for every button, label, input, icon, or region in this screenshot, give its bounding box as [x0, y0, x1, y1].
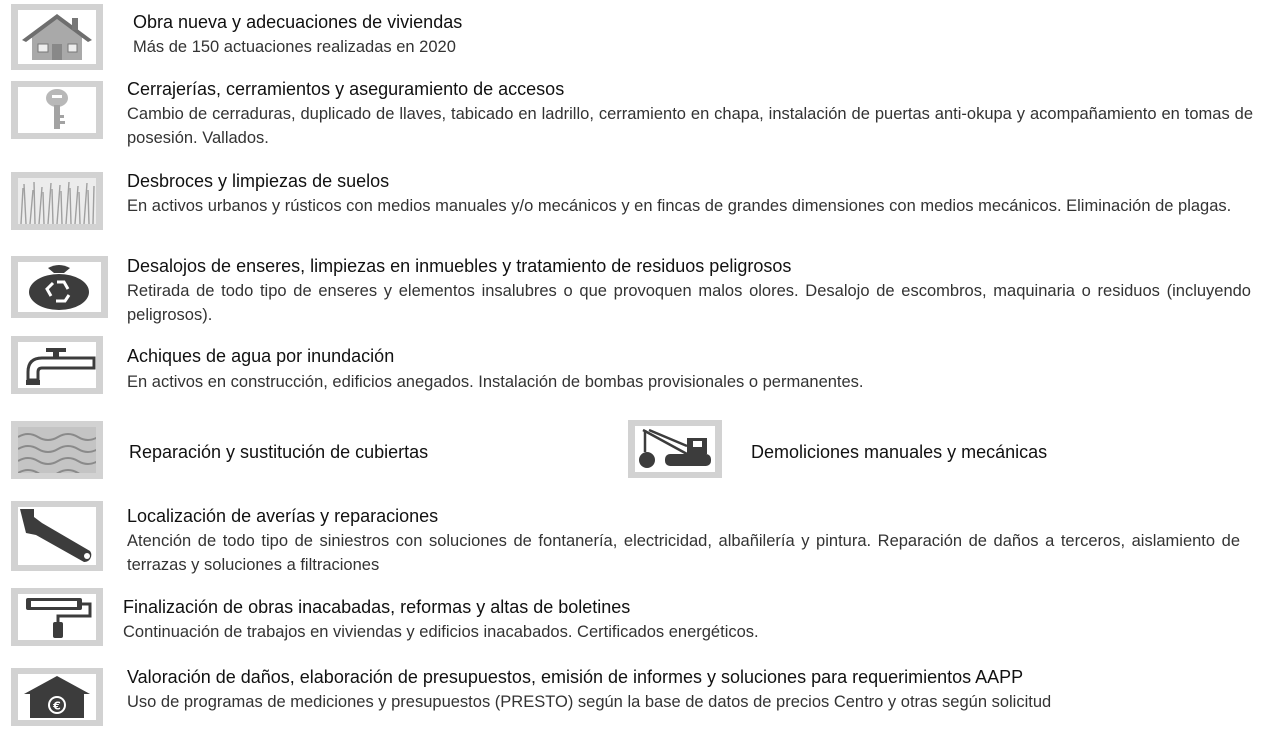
service-title: Cerrajerías, cerramientos y aseguramiento de accesos	[127, 79, 565, 99]
service-title: Achiques de agua por inundación	[127, 346, 395, 366]
service-description: Continuación de trabajos en viviendas y edificios inacabados. Certificados energéticos.	[123, 623, 759, 641]
service-title: Desbroces y limpiezas de suelos	[127, 171, 390, 191]
euro-house-icon	[18, 674, 96, 720]
service-icon-frame	[11, 81, 103, 139]
house-icon	[18, 10, 96, 64]
key-icon	[18, 87, 96, 133]
service-description: Más de 150 actuaciones realizadas en 2020	[133, 38, 456, 56]
service-icon-frame	[11, 501, 103, 571]
svg-text:€: €	[53, 699, 61, 713]
service-title: Localización de averías y reparaciones	[127, 506, 439, 526]
service-description: Uso de programas de mediciones y presupuestos (PRESTO) según la base de datos de precios Centro y otras según solicitud	[127, 693, 1052, 711]
water-tap-icon	[18, 342, 96, 388]
roof-tiles-icon	[18, 427, 96, 473]
service-description: Atención de todo tipo de siniestros con soluciones de fontanería, electricidad, albañilería y pintura. Reparación de daños a terceros, aislamiento de terrazas y soluciones a filtraciones	[127, 532, 1240, 574]
service-icon-frame	[11, 4, 103, 70]
service-title: Valoración de daños, elaboración de presupuestos, emisión de informes y soluciones para requerimientos AAPP	[127, 667, 1024, 687]
service-icon-frame	[11, 421, 103, 479]
service-icon-frame	[628, 420, 722, 478]
service-title: Desalojos de enseres, limpiezas en inmuebles y tratamiento de residuos peligrosos	[127, 256, 792, 276]
service-description: Cambio de cerraduras, duplicado de llaves, tabicado en ladrillo, cerramiento en chapa, instalación de puertas anti-okupa y acompañamiento en tomas de posesión. Vallados.	[127, 105, 1253, 147]
service-title: Reparación y sustitución de cubiertas	[129, 442, 429, 462]
service-description: En activos urbanos y rústicos con medios manuales y/o mecánicos y en fincas de grandes dimensiones con medios mecánicos. Eliminación de plagas.	[127, 197, 1232, 215]
service-title: Demoliciones manuales y mecánicas	[751, 442, 1048, 462]
paint-roller-icon	[18, 594, 96, 640]
service-icon-frame	[11, 588, 103, 646]
service-icon-frame	[11, 668, 103, 726]
recycle-bag-icon	[18, 262, 101, 312]
service-title: Obra nueva y adecuaciones de viviendas	[133, 12, 463, 32]
wrench-icon	[18, 507, 96, 565]
service-title: Finalización de obras inacabadas, reformas y altas de boletines	[123, 597, 631, 617]
crane-icon	[635, 426, 715, 472]
service-icon-frame	[11, 172, 103, 230]
service-description: Retirada de todo tipo de enseres y elementos insalubres o que provoquen malos olores. Desalojo de escombros, maquinaria o residuos (incluyendo peligrosos).	[127, 282, 1251, 324]
service-icon-frame	[11, 256, 108, 318]
grass-icon	[18, 178, 96, 224]
service-icon-frame	[11, 336, 103, 394]
service-description: En activos en construcción, edificios anegados. Instalación de bombas provisionales o permanentes.	[127, 373, 864, 391]
